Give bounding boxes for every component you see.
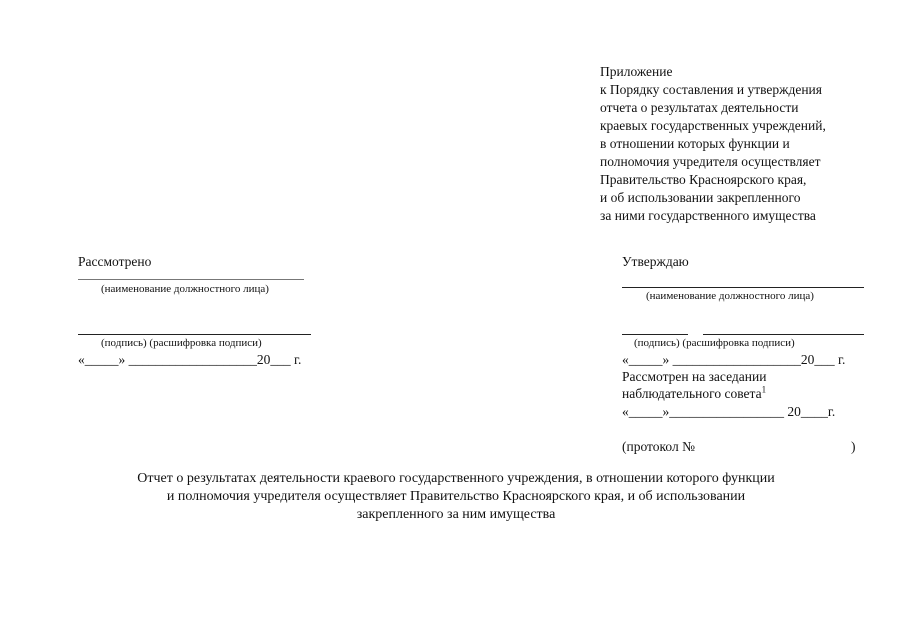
right-signature-line xyxy=(622,334,688,335)
appendix-line: в отношении которых функции и xyxy=(600,136,790,151)
right-heading: Утверждаю xyxy=(622,254,689,269)
left-position-caption: (наименование должностного лица) xyxy=(101,283,269,295)
report-title-line: закрепленного за ним имущества xyxy=(356,507,556,522)
report-title-line: и полномочия учредителя осуществляет Правительство Красноярского края, и об использовании xyxy=(166,489,746,504)
right-position-caption: (наименование должностного лица) xyxy=(646,290,814,302)
council-line-1: Рассмотрен на заседании xyxy=(622,369,767,384)
appendix-line: за ними государственного имущества xyxy=(600,208,816,223)
appendix-line: краевых государственных учреждений, xyxy=(600,118,826,133)
left-date-line: «_____» ___________________20___ г. xyxy=(78,352,302,367)
right-position-line xyxy=(622,287,864,288)
left-heading: Рассмотрено xyxy=(78,254,152,269)
right-signature-caption: (подпись) (расшифровка подписи) xyxy=(634,337,795,349)
appendix-line: Приложение xyxy=(600,64,673,79)
council-date-line: «_____»_________________ 20____г. xyxy=(622,404,836,419)
appendix-line: и об использовании закрепленного xyxy=(600,190,801,205)
protocol-label: (протокол № xyxy=(622,439,695,454)
appendix-header xyxy=(600,63,900,225)
appendix-line: отчета о результатах деятельности xyxy=(600,100,799,115)
report-title-line: Отчет о результатах деятельности краевого государственного учреждения, в отношении которого функции xyxy=(137,471,775,486)
footnote-mark: 1 xyxy=(761,384,767,395)
appendix-line: полномочия учредителя осуществляет xyxy=(600,154,821,169)
appendix-line: Правительство Красноярского края, xyxy=(600,172,807,187)
right-date-line: «_____» ___________________20___ г. xyxy=(622,352,846,367)
protocol-close: ) xyxy=(851,439,856,454)
left-position-line xyxy=(78,279,304,280)
left-signature-caption: (подпись) (расшифровка подписи) xyxy=(101,337,262,349)
report-title xyxy=(0,470,912,524)
council-line-2 xyxy=(622,386,766,402)
council-line-2-text: наблюдательного совета xyxy=(622,386,762,401)
right-signature-decoding-line xyxy=(703,334,864,335)
left-signature-line xyxy=(78,334,311,335)
appendix-line: к Порядку составления и утверждения xyxy=(600,82,822,97)
